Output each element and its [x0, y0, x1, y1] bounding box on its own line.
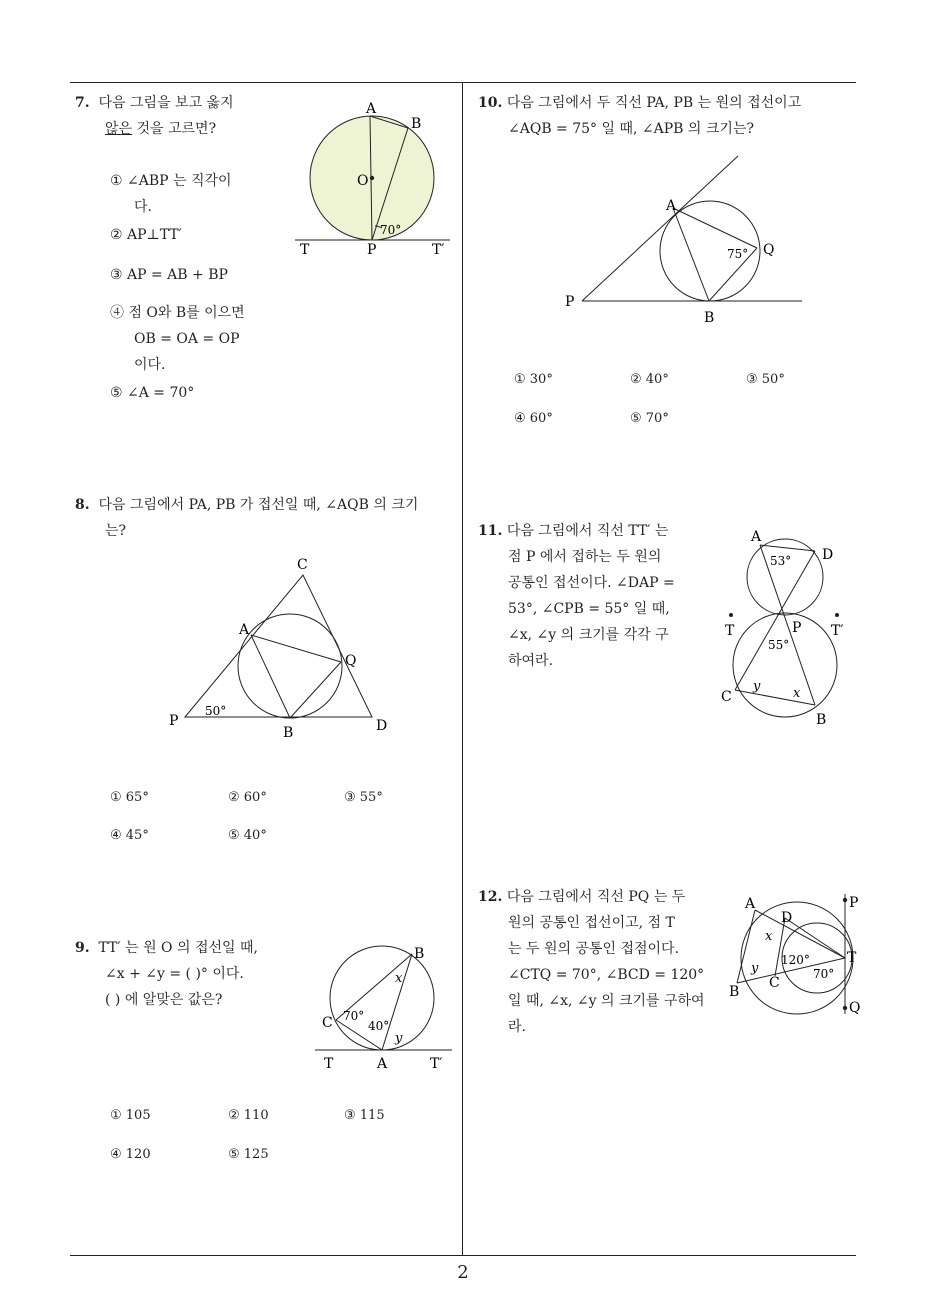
q8-option-3: ③ 55° — [344, 790, 383, 805]
q12-number: 12. — [478, 889, 503, 905]
q10-label-angle: 75° — [727, 247, 749, 261]
q7-option-1-line1: ① ∠ABP 는 직각이 — [110, 173, 232, 189]
q11-number: 11. — [478, 523, 503, 539]
q12-label-A: A — [745, 896, 756, 912]
q12-label-D: D — [781, 910, 793, 926]
q12-label-B: B — [729, 984, 740, 1000]
q8-stem-line1: 다음 그림에서 PA, PB 가 접선일 때, ∠AQB 의 크기 — [98, 497, 419, 513]
q12-label-P: P — [849, 895, 859, 911]
q11-label-T: T — [725, 623, 735, 639]
q8-option-2: ② 60° — [228, 790, 267, 805]
q11-label-B: B — [816, 712, 827, 728]
q7-stem-underlined: 않은 — [105, 121, 133, 137]
page-number: 2 — [457, 1262, 469, 1283]
q10-label-Q: Q — [763, 242, 775, 258]
q9-option-5: ⑤ 125 — [228, 1147, 269, 1162]
q11-line-2: 점 P 에서 접하는 두 원의 — [508, 549, 662, 565]
q11-stem — [478, 518, 703, 674]
q12-label-T: T — [847, 950, 857, 966]
q7-figure — [290, 100, 455, 260]
q12-line-3: 는 두 원의 공통인 접점이다. — [508, 941, 680, 957]
q7-option-1-line2: 다. — [134, 199, 152, 215]
q7-label-angle: 70° — [380, 223, 402, 237]
q9-stem-line3: ( ) 에 알맞은 값은? — [105, 992, 223, 1008]
q8-label-angle: 50° — [205, 704, 227, 718]
q12-line-1: 다음 그림에서 직선 PQ 는 두 — [506, 889, 686, 905]
q7-label-P: P — [367, 242, 377, 258]
q7-option-4-line3: 이다. — [134, 357, 166, 373]
q10-label-A: A — [666, 198, 677, 214]
q12-label-y: y — [751, 961, 759, 976]
q7-option-4-line1: ④ 점 O와 B를 이으면 — [110, 305, 245, 321]
q12-line-2: 원의 공통인 접선이고, 점 T — [508, 915, 675, 931]
q7-label-A: A — [366, 101, 377, 117]
q11-label-a2: 55° — [768, 638, 790, 652]
q7-option-4 — [110, 300, 280, 378]
q8-number: 8. — [75, 497, 90, 513]
q10-option-5: ⑤ 70° — [630, 411, 669, 426]
q12-line-5: 일 때, ∠x, ∠y 의 크기를 구하여 — [508, 993, 705, 1009]
q9-label-A: A — [377, 1056, 388, 1072]
q9-label-B: B — [414, 946, 425, 962]
q10-stem-line2: ∠AQB = 75° 일 때, ∠APB 의 크기는? — [508, 121, 754, 137]
q8-label-B: B — [283, 725, 294, 740]
q9-label-a2: 40° — [368, 1019, 390, 1033]
q12-figure — [725, 888, 865, 1023]
q9-label-x: x — [395, 971, 403, 986]
q9-option-1: ① 105 — [110, 1108, 151, 1123]
q9-label-y: y — [395, 1031, 403, 1046]
q10-stem-line1: 다음 그림에서 두 직선 PA, PB 는 원의 접선이고 — [506, 95, 802, 111]
q8-label-D: D — [376, 718, 388, 734]
q7-option-4-line2: OB = OA = OP — [134, 331, 240, 347]
q11-label-y: y — [753, 679, 761, 694]
q9-stem — [75, 935, 315, 1013]
q10-option-4: ④ 60° — [514, 411, 553, 426]
q11-label-T2: T′ — [831, 623, 844, 639]
q10-option-1: ① 30° — [514, 372, 553, 387]
q9-number: 9. — [75, 940, 90, 956]
q12-label-a2: 70° — [813, 967, 835, 981]
q8-label-P: P — [169, 713, 179, 729]
q11-label-D: D — [822, 547, 834, 563]
q7-stem-line1: 다음 그림을 보고 옳지 — [98, 95, 234, 111]
q8-stem-line2: 는? — [105, 523, 127, 539]
q10-label-B: B — [704, 310, 715, 325]
q7-option-3: ③ AP = AB + BP — [110, 267, 228, 283]
q12-stem — [478, 884, 723, 1040]
q7-label-T: T — [300, 242, 310, 258]
q11-line-3: 공통인 접선이다. ∠DAP = — [508, 575, 675, 591]
q7-option-1 — [110, 168, 280, 220]
top-rule — [70, 82, 856, 83]
q7-label-T2: T′ — [432, 242, 445, 258]
q11-line-6: 하여라. — [508, 653, 554, 669]
q9-label-a1: 70° — [343, 1009, 365, 1023]
q11-label-a1: 53° — [770, 554, 792, 568]
q7-option-2: ② AP⊥TT′ — [110, 227, 182, 243]
q7-stem — [75, 90, 285, 142]
q8-option-4: ④ 45° — [110, 828, 149, 843]
q7-stem-line2: 것을 고르면? — [132, 121, 217, 137]
q12-line-4: ∠CTQ = 70°, ∠BCD = 120° — [508, 967, 705, 983]
q12-line-6: 라. — [508, 1019, 526, 1035]
bottom-rule — [70, 1255, 856, 1256]
q8-label-Q: Q — [345, 653, 357, 669]
q9-stem-line2: ∠x + ∠y = ( )° 이다. — [105, 966, 244, 982]
q12-label-C: C — [769, 975, 780, 991]
q7-label-B: B — [411, 116, 422, 132]
q10-number: 10. — [478, 95, 503, 111]
q8-stem — [75, 492, 460, 544]
q11-label-C: C — [721, 689, 732, 705]
q8-option-1: ① 65° — [110, 790, 149, 805]
q9-option-2: ② 110 — [228, 1108, 269, 1123]
q8-label-C: C — [297, 557, 308, 573]
q9-option-4: ④ 120 — [110, 1147, 151, 1162]
q11-label-x: x — [793, 686, 801, 701]
q10-label-P: P — [565, 294, 575, 310]
q8-label-A: A — [239, 622, 250, 638]
q8-option-5: ⑤ 40° — [228, 828, 267, 843]
q9-label-C: C — [322, 1015, 333, 1031]
q11-label-A: A — [751, 529, 762, 545]
q10-option-3: ③ 50° — [746, 372, 785, 387]
q9-figure — [310, 940, 460, 1075]
q12-label-x: x — [765, 929, 773, 944]
q12-label-a1: 120° — [781, 953, 810, 967]
q10-stem — [478, 90, 868, 142]
q11-line-1: 다음 그림에서 직선 TT′ 는 — [506, 523, 669, 539]
q12-label-Q: Q — [849, 1000, 861, 1016]
q11-line-5: ∠x, ∠y 의 크기를 각각 구 — [508, 627, 669, 643]
q11-figure — [715, 525, 855, 730]
q11-label-P: P — [792, 620, 802, 636]
q11-line-4: 53°, ∠CPB = 55° 일 때, — [508, 601, 670, 617]
q9-option-3: ③ 115 — [344, 1108, 385, 1123]
q9-label-T: T — [324, 1056, 334, 1072]
q7-option-5: ⑤ ∠A = 70° — [110, 385, 195, 401]
q7-number: 7. — [75, 95, 90, 111]
q9-label-T2: T′ — [430, 1056, 443, 1072]
q10-option-2: ② 40° — [630, 372, 669, 387]
q7-label-O: O — [357, 173, 369, 189]
column-divider — [462, 82, 463, 1256]
q10-figure — [560, 150, 810, 325]
q9-stem-line1: TT′ 는 원 O 의 접선일 때, — [98, 940, 258, 956]
q8-figure — [165, 555, 395, 740]
